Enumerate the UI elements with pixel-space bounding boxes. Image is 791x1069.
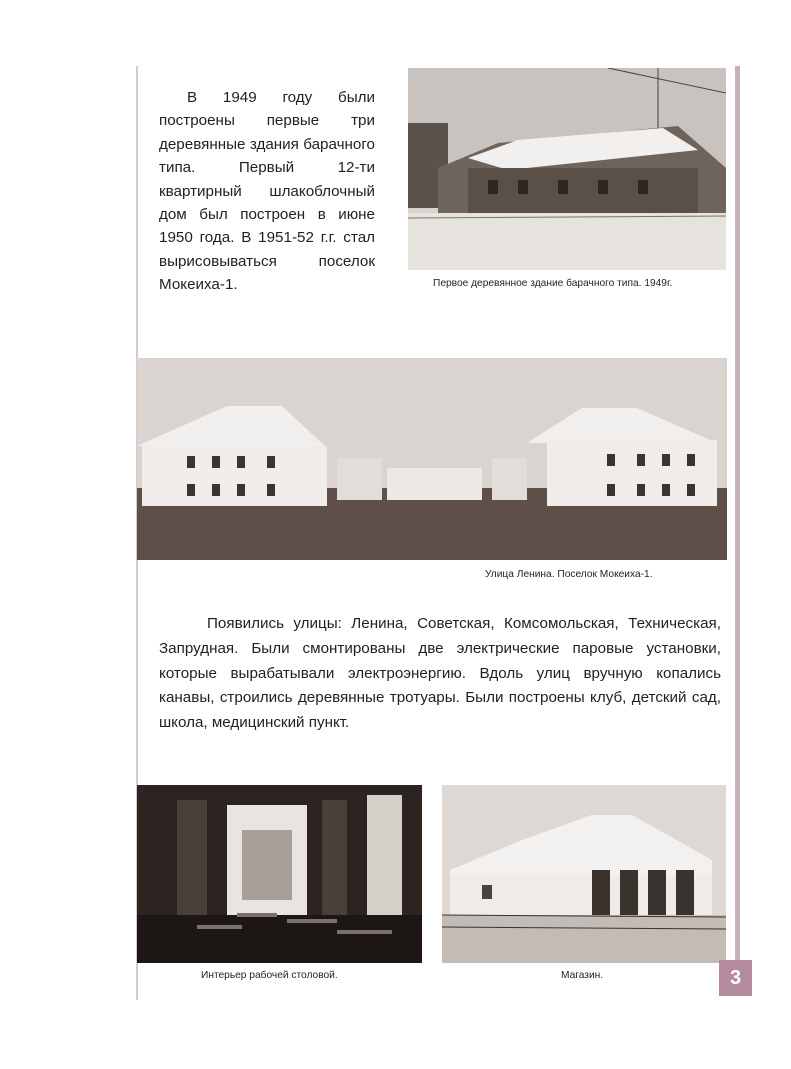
shop-photo-caption: Магазин. <box>561 970 604 981</box>
right-margin-rule <box>735 66 740 966</box>
shop-photo <box>442 785 726 963</box>
canteen-photo <box>137 785 422 963</box>
page-number-badge: 3 <box>719 960 752 996</box>
intro-paragraph: В 1949 году были построены первые три деревянные здания барачного типа. Первый 12-ти квартирный шлакоблочный дом был построен в июне 1950 года. В 1951-52 г.г. стал вырисовываться поселок Мокеиха-1. <box>159 89 375 294</box>
barrack-photo <box>408 68 726 270</box>
canteen-photo-caption: Интерьер рабочей столовой. <box>201 970 338 981</box>
street-photo <box>137 358 727 560</box>
barrack-photo-caption: Первое деревянное здание барачного типа. 1949г. <box>433 278 673 289</box>
street-photo-caption: Улица Ленина. Поселок Мокеиха-1. <box>485 569 653 580</box>
body-paragraph: Появились улицы: Ленина, Советская, Комсомольская, Техническая, Запрудная. Были смонтированы две электрические паровые установки, которые вырабатывали электроэнергию. Вдоль улиц вручную копались канавы, строились деревянные тротуары. Были построены клуб, детский сад, школа, медицинский пункт. <box>159 615 721 732</box>
